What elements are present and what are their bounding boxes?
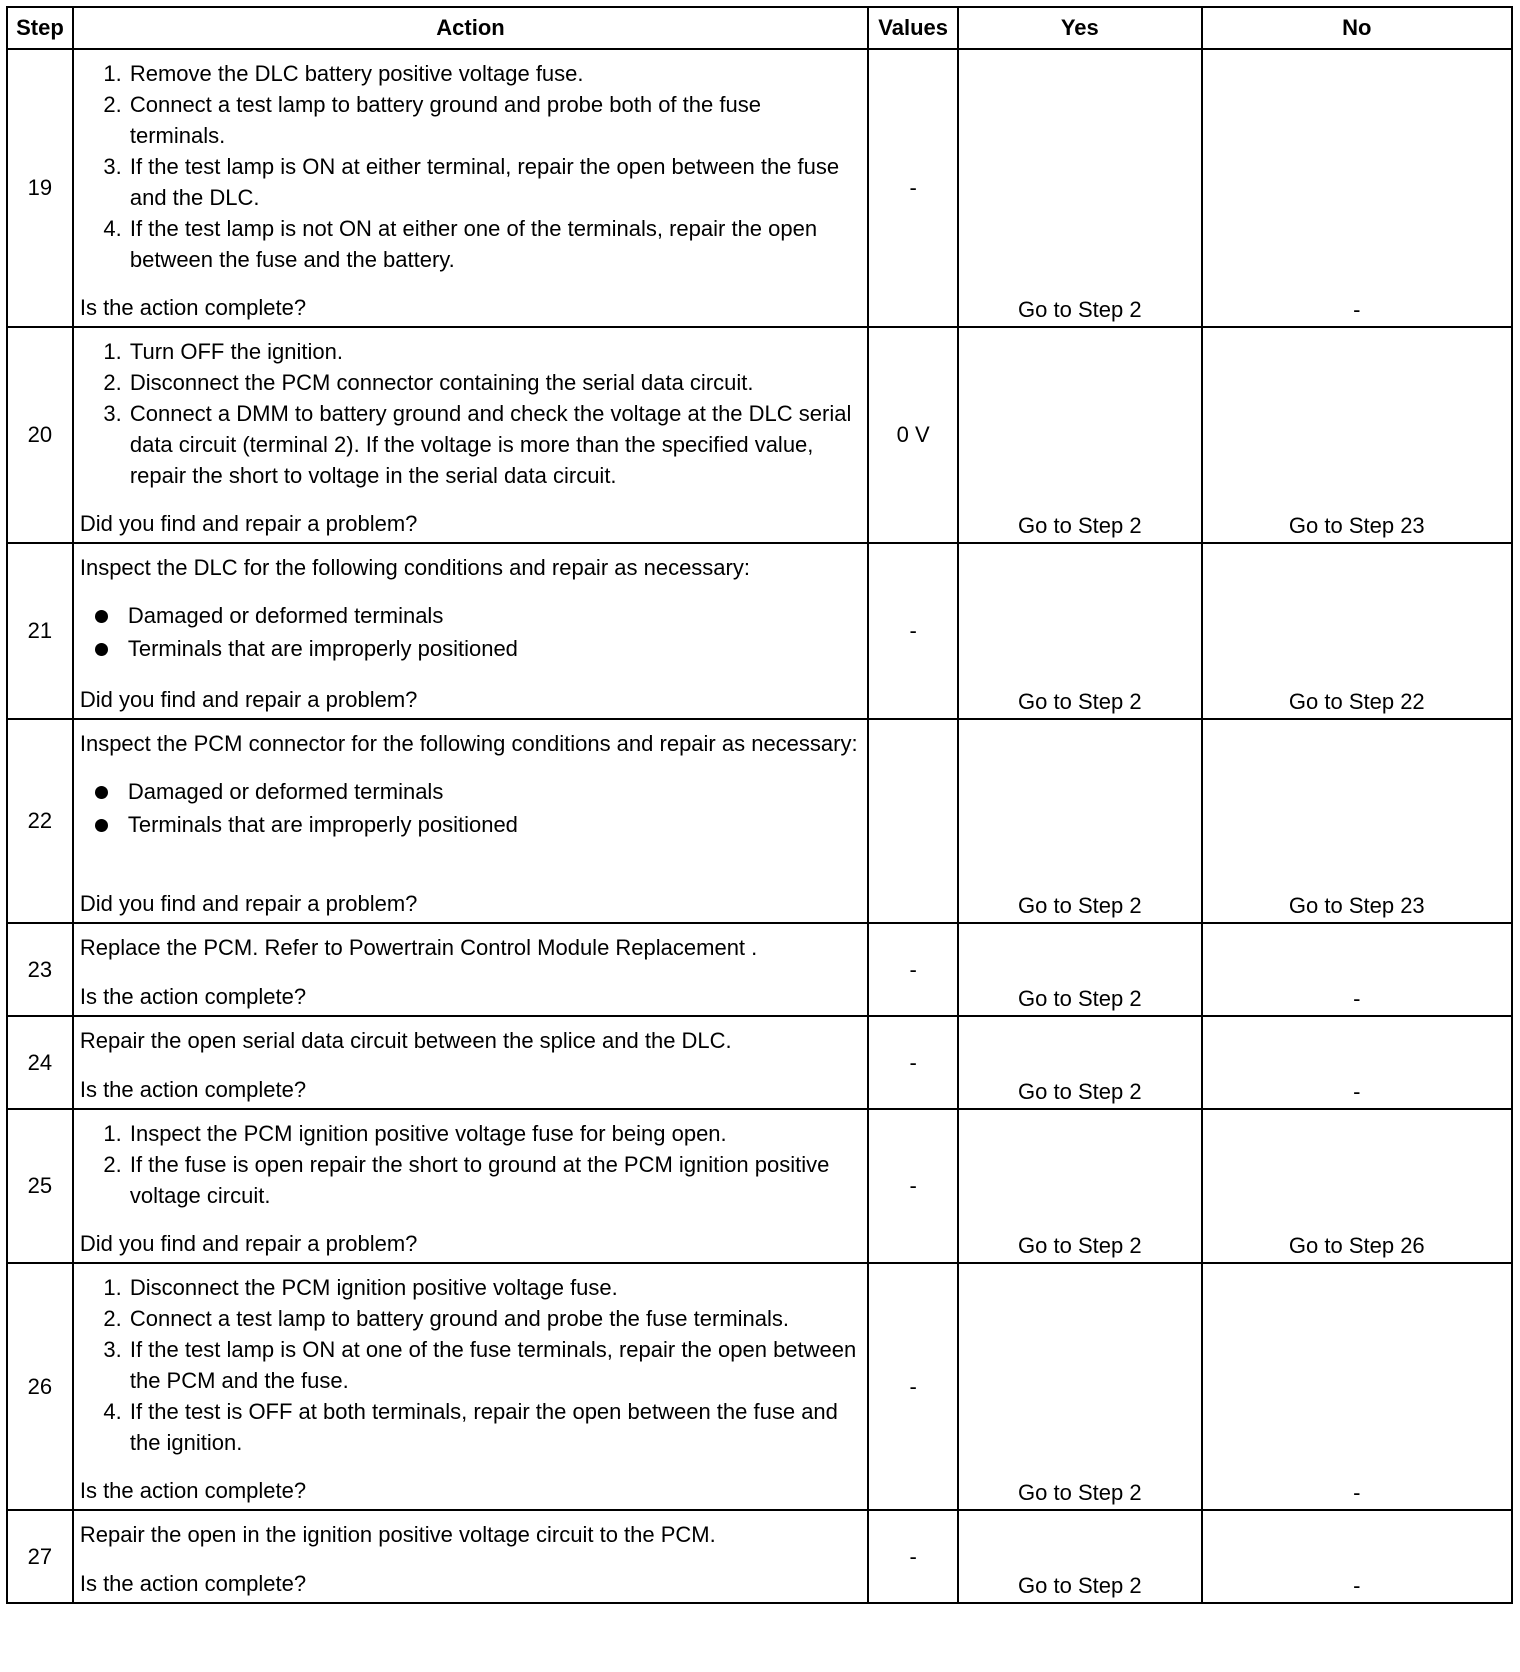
yes-result: Go to Step 2 bbox=[958, 1510, 1202, 1603]
yes-result: Go to Step 2 bbox=[958, 1016, 1202, 1109]
header-action: Action bbox=[73, 7, 868, 49]
action-cell bbox=[73, 1263, 868, 1510]
condition-item: Terminals that are improperly positioned bbox=[128, 632, 861, 665]
values-cell: - bbox=[868, 1263, 958, 1510]
header-row bbox=[7, 7, 1512, 49]
values-cell: 0 V bbox=[868, 327, 958, 543]
table-row bbox=[7, 1263, 1512, 1510]
action-instructions bbox=[80, 728, 861, 841]
no-result: - bbox=[1202, 49, 1512, 327]
no-result: - bbox=[1202, 1510, 1512, 1603]
yes-result: Go to Step 2 bbox=[958, 543, 1202, 719]
header-values: Values bbox=[868, 7, 958, 49]
numbered-steps-list bbox=[80, 336, 861, 491]
action-question: Is the action complete? bbox=[79, 295, 307, 320]
values-cell: - bbox=[868, 49, 958, 327]
action-cell bbox=[73, 923, 868, 1016]
step-number: 27 bbox=[7, 1510, 73, 1603]
yes-result: Go to Step 2 bbox=[958, 1109, 1202, 1263]
step-number: 22 bbox=[7, 719, 73, 923]
action-intro-text: Repair the open serial data circuit between the splice and the DLC. bbox=[79, 1028, 732, 1053]
numbered-step: 1. Inspect the PCM ignition positive voltage fuse for being open. bbox=[128, 1118, 861, 1149]
diagnostic-table-container bbox=[6, 6, 1513, 1604]
action-cell bbox=[73, 719, 868, 923]
diagnostic-table bbox=[6, 6, 1513, 1604]
action-content bbox=[80, 728, 861, 919]
numbered-step: 2. Connect a test lamp to battery ground and probe both of the fuse terminals. bbox=[128, 89, 861, 151]
values-cell: - bbox=[868, 1016, 958, 1109]
step-number: 19 bbox=[7, 49, 73, 327]
table-row bbox=[7, 543, 1512, 719]
no-result: - bbox=[1202, 1263, 1512, 1510]
action-intro-text: Repair the open in the ignition positive voltage circuit to the PCM. bbox=[79, 1522, 716, 1547]
action-content bbox=[80, 1272, 861, 1506]
condition-list bbox=[80, 599, 861, 665]
numbered-steps-list bbox=[80, 1118, 861, 1211]
step-number: 25 bbox=[7, 1109, 73, 1263]
action-intro-text: Inspect the DLC for the following conditions and repair as necessary: bbox=[79, 555, 750, 580]
action-cell bbox=[73, 1016, 868, 1109]
table-row bbox=[7, 1510, 1512, 1603]
action-question: Did you find and repair a problem? bbox=[79, 1231, 418, 1256]
no-result: Go to Step 23 bbox=[1202, 719, 1512, 923]
action-instructions bbox=[80, 1118, 861, 1211]
numbered-step: 1. Remove the DLC battery positive voltage fuse. bbox=[128, 58, 861, 89]
yes-result: Go to Step 2 bbox=[958, 719, 1202, 923]
condition-list bbox=[80, 775, 861, 841]
action-intro-text: Replace the PCM. Refer to Powertrain Control Module Replacement . bbox=[79, 935, 758, 960]
step-number: 23 bbox=[7, 923, 73, 1016]
header-yes: Yes bbox=[958, 7, 1202, 49]
action-cell bbox=[73, 49, 868, 327]
yes-result: Go to Step 2 bbox=[958, 1263, 1202, 1510]
numbered-step: 3. Connect a DMM to battery ground and check the voltage at the DLC serial data circuit (terminal 2). If the voltage is more than the specified value, repair the short to voltage in the serial data circuit. bbox=[128, 398, 861, 491]
yes-result: Go to Step 2 bbox=[958, 327, 1202, 543]
numbered-step: 2. Disconnect the PCM connector containing the serial data circuit. bbox=[128, 367, 861, 398]
numbered-step: 1. Disconnect the PCM ignition positive voltage fuse. bbox=[128, 1272, 861, 1303]
action-question: Is the action complete? bbox=[79, 1571, 307, 1596]
condition-item: Terminals that are improperly positioned bbox=[128, 808, 861, 841]
step-number: 24 bbox=[7, 1016, 73, 1109]
action-cell bbox=[73, 1109, 868, 1263]
step-number: 21 bbox=[7, 543, 73, 719]
action-content bbox=[80, 336, 861, 539]
action-cell bbox=[73, 543, 868, 719]
action-content bbox=[80, 552, 861, 715]
values-cell: - bbox=[868, 1510, 958, 1603]
condition-item: Damaged or deformed terminals bbox=[128, 599, 861, 632]
action-intro-text: Inspect the PCM connector for the following conditions and repair as necessary: bbox=[79, 731, 858, 756]
numbered-step: 2. Connect a test lamp to battery ground and probe the fuse terminals. bbox=[128, 1303, 861, 1334]
numbered-step: 2. If the fuse is open repair the short to ground at the PCM ignition positive voltage circuit. bbox=[128, 1149, 861, 1211]
action-cell bbox=[73, 1510, 868, 1603]
step-number: 20 bbox=[7, 327, 73, 543]
condition-item: Damaged or deformed terminals bbox=[128, 775, 861, 808]
table-row bbox=[7, 1016, 1512, 1109]
yes-result: Go to Step 2 bbox=[958, 923, 1202, 1016]
numbered-step: 3. If the test lamp is ON at either terminal, repair the open between the fuse and the DLC. bbox=[128, 151, 861, 213]
action-question: Did you find and repair a problem? bbox=[79, 687, 418, 712]
action-content bbox=[80, 1519, 861, 1599]
table-row bbox=[7, 327, 1512, 543]
action-question: Is the action complete? bbox=[79, 1478, 307, 1503]
action-instructions bbox=[80, 1519, 861, 1550]
no-result: Go to Step 23 bbox=[1202, 327, 1512, 543]
no-result: Go to Step 22 bbox=[1202, 543, 1512, 719]
numbered-steps-list bbox=[80, 58, 861, 275]
action-content bbox=[80, 1025, 861, 1105]
action-instructions bbox=[80, 552, 861, 665]
action-instructions bbox=[80, 1272, 861, 1458]
action-content bbox=[80, 58, 861, 323]
no-result: - bbox=[1202, 923, 1512, 1016]
action-content bbox=[80, 1118, 861, 1259]
action-instructions bbox=[80, 336, 861, 491]
values-cell bbox=[868, 719, 958, 923]
step-number: 26 bbox=[7, 1263, 73, 1510]
action-question: Is the action complete? bbox=[79, 1077, 307, 1102]
values-cell: - bbox=[868, 1109, 958, 1263]
numbered-step: 4. If the test is OFF at both terminals, repair the open between the fuse and the ignition. bbox=[128, 1396, 861, 1458]
action-instructions bbox=[80, 932, 861, 963]
table-row bbox=[7, 719, 1512, 923]
header-no: No bbox=[1202, 7, 1512, 49]
yes-result: Go to Step 2 bbox=[958, 49, 1202, 327]
table-row bbox=[7, 923, 1512, 1016]
action-instructions bbox=[80, 58, 861, 275]
action-content bbox=[80, 932, 861, 1012]
table-row bbox=[7, 1109, 1512, 1263]
table-row bbox=[7, 49, 1512, 327]
values-cell: - bbox=[868, 923, 958, 1016]
values-cell: - bbox=[868, 543, 958, 719]
header-step: Step bbox=[7, 7, 73, 49]
no-result: - bbox=[1202, 1016, 1512, 1109]
action-question: Did you find and repair a problem? bbox=[79, 891, 418, 916]
numbered-steps-list bbox=[80, 1272, 861, 1458]
action-question: Did you find and repair a problem? bbox=[79, 511, 418, 536]
numbered-step: 3. If the test lamp is ON at one of the fuse terminals, repair the open between the PCM and the fuse. bbox=[128, 1334, 861, 1396]
no-result: Go to Step 26 bbox=[1202, 1109, 1512, 1263]
action-question: Is the action complete? bbox=[79, 984, 307, 1009]
action-cell bbox=[73, 327, 868, 543]
action-instructions bbox=[80, 1025, 861, 1056]
numbered-step: 1. Turn OFF the ignition. bbox=[128, 336, 861, 367]
numbered-step: 4. If the test lamp is not ON at either one of the terminals, repair the open between the fuse and the battery. bbox=[128, 213, 861, 275]
